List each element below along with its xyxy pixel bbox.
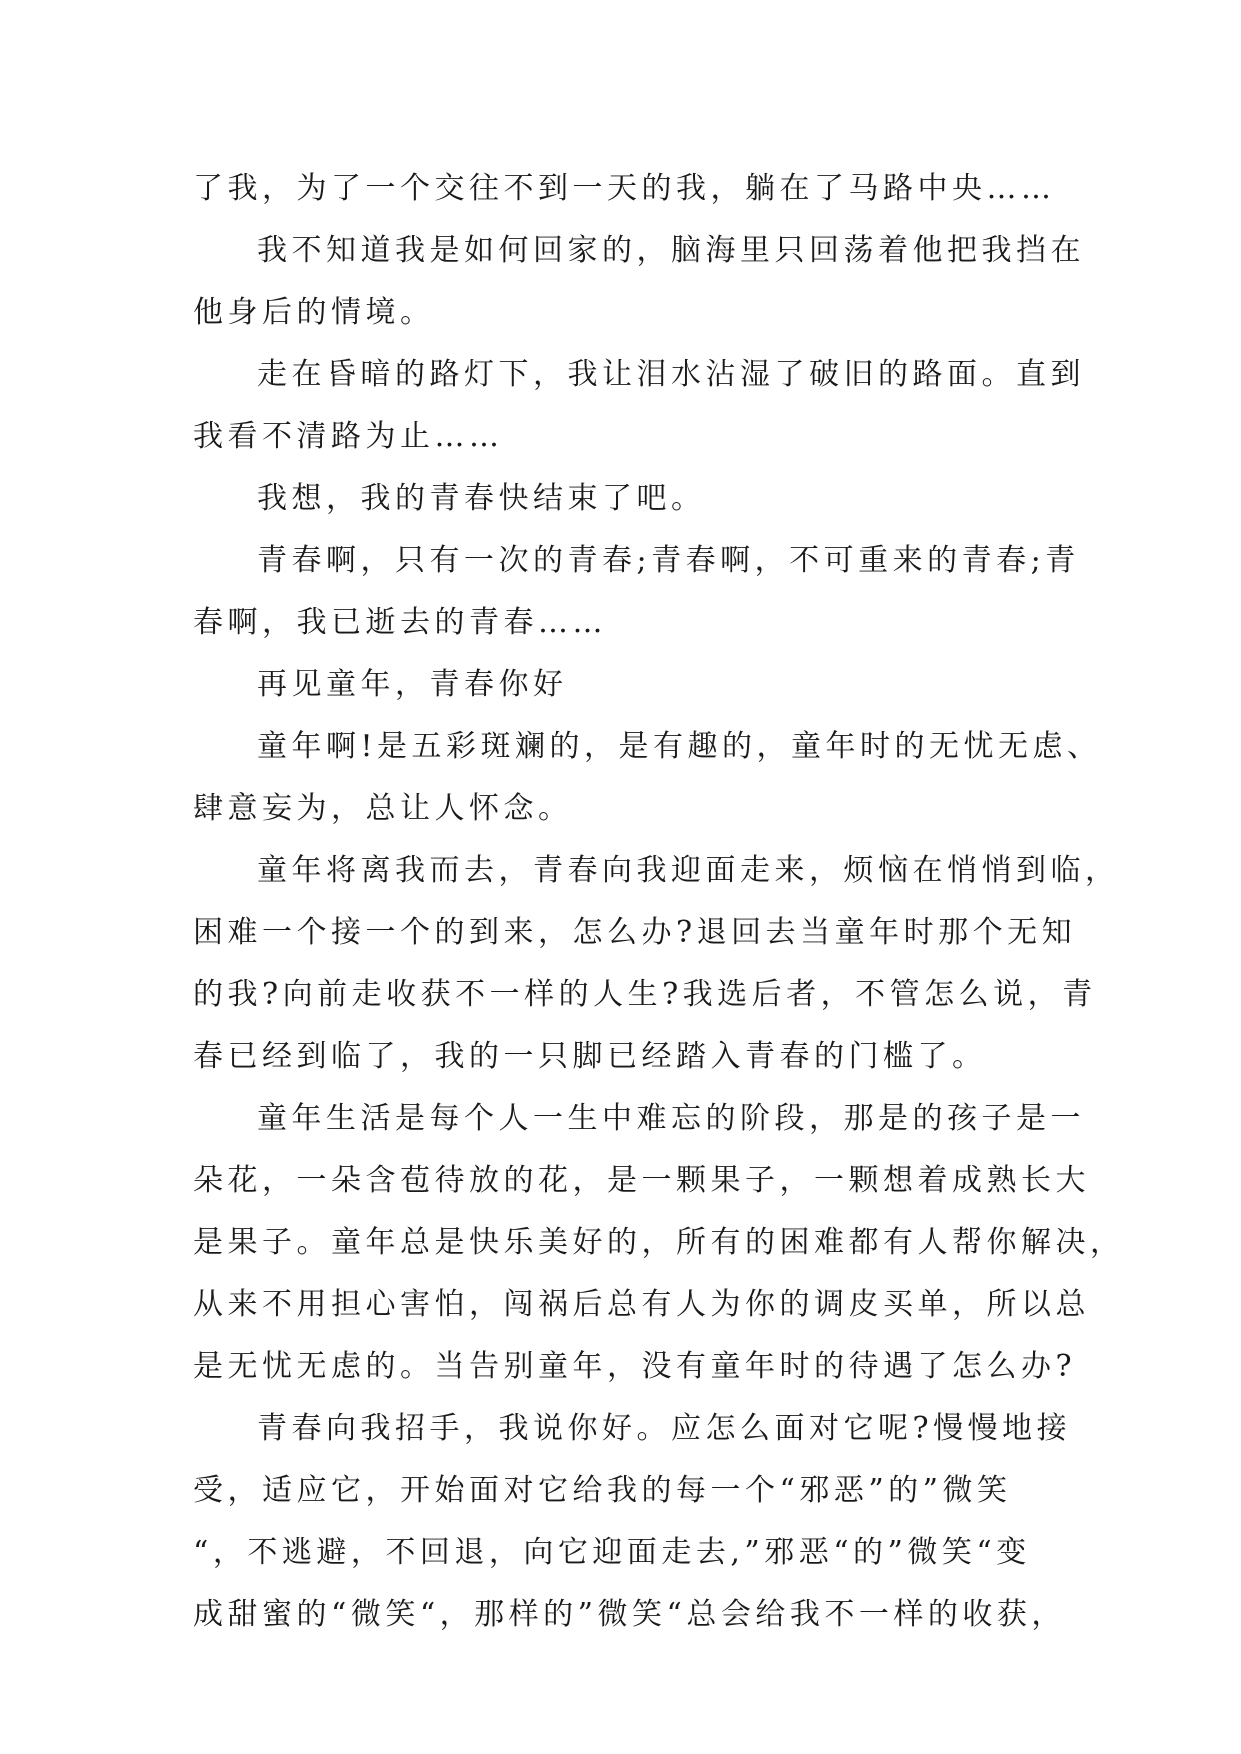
text-line: 朵花，一朵含苞待放的花，是一颗果子，一颗想着成熟长大 [193, 1163, 1090, 1198]
text-line: 困难一个接一个的到来，怎么办?退回去当童年时那个无知 [193, 915, 1077, 950]
text-line: “，不逃避，不回退，向它迎面走去,”邪恶“的”微笑“变 [193, 1535, 1031, 1570]
text-line: 的我?向前走收获不一样的人生?我选后者，不管怎么说，青 [193, 977, 1097, 1012]
text-line: 从来不用担心害怕，闯祸后总有人为你的调皮买单，所以总 [193, 1287, 1090, 1322]
text-line: 我想，我的青春快结束了吧。 [257, 481, 706, 516]
text-line: 是无忧无虑的。当告别童年，没有童年时的待遇了怎么办? [193, 1349, 1077, 1384]
text-line: 春啊，我已逝去的青春…… [193, 605, 607, 640]
text-line: 走在昏暗的路灯下，我让泪水沾湿了破旧的路面。直到 [257, 357, 1085, 392]
text-line: 青春啊，只有一次的青春;青春啊，不可重来的青春;青 [257, 543, 1080, 578]
text-line: 了我，为了一个交往不到一天的我，躺在了马路中央…… [193, 171, 1056, 206]
text-line: 我不知道我是如何回家的，脑海里只回荡着他把我挡在 [257, 233, 1085, 268]
text-line: 童年生活是每个人一生中难忘的阶段，那是的孩子是一 [257, 1101, 1085, 1136]
text-line: 我看不清路为止…… [193, 419, 504, 454]
text-line: 是果子。童年总是快乐美好的，所有的困难都有人帮你解决， [193, 1225, 1125, 1260]
text-line: 受，适应它，开始面对它给我的每一个“邪恶”的”微笑 [193, 1473, 1012, 1508]
text-line: 他身后的情境。 [193, 295, 435, 330]
section-heading: 再见童年，青春你好 [257, 667, 568, 702]
text-line: 春已经到临了，我的一只脚已经踏入青春的门槛了。 [193, 1039, 987, 1074]
text-line: 肆意妄为，总让人怀念。 [193, 791, 573, 826]
text-line: 童年啊!是五彩斑斓的，是有趣的，童年时的无忧无虑、 [257, 729, 1102, 764]
body-text [193, 158, 1125, 1646]
text-line: 童年将离我而去，青春向我迎面走来，烦恼在悄悄到临， [257, 853, 1120, 888]
text-line: 成甜蜜的“微笑“，那样的”微笑“总会给我不一样的收获， [193, 1597, 1066, 1632]
text-line: 青春向我招手，我说你好。应怎么面对它呢?慢慢地接 [257, 1411, 1072, 1446]
